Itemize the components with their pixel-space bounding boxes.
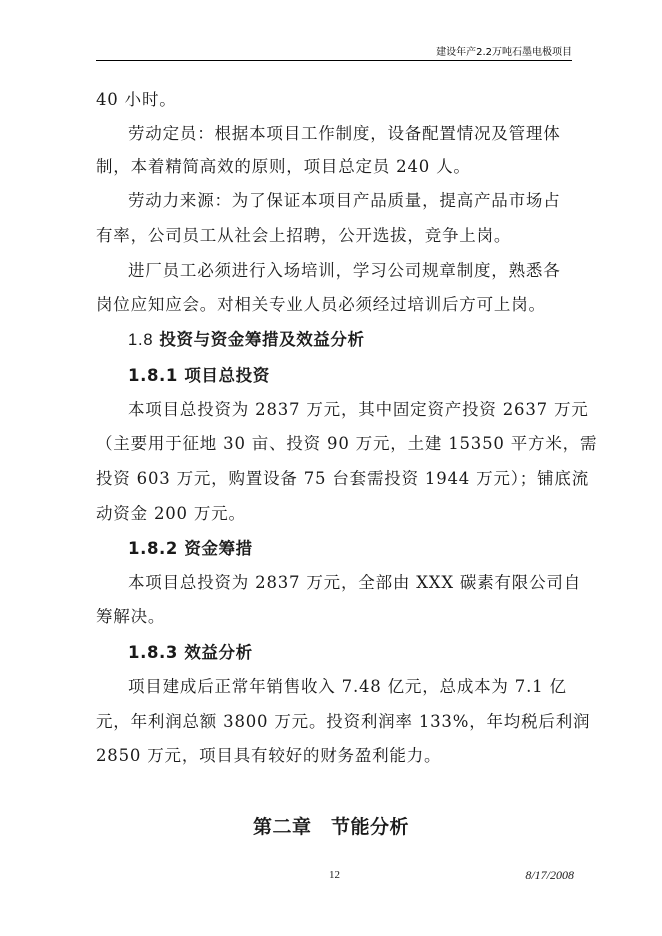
chapter-title: 第二章 节能分析 xyxy=(252,816,409,838)
body-line: 劳动力来源：为了保证本项目产品质量，提高产品市场占 xyxy=(128,191,561,210)
section-heading-1-8 xyxy=(128,328,365,352)
body-line: 进厂员工必须进行入场培训，学习公司规章制度，熟悉各 xyxy=(128,261,561,280)
body-line: 劳动定员：根据本项目工作制度，设备配置情况及管理体 xyxy=(128,124,561,143)
section-heading-1-8-3: 1.8.3 效益分析 xyxy=(128,643,253,662)
body-line: （主要用于征地 30 亩、投资 90 万元，土建 15350 平方米，需 xyxy=(96,434,598,453)
body-line: 2850 万元，项目具有较好的财务盈利能力。 xyxy=(96,746,442,765)
header-title: 建设年产2.2万吨石墨电极项目 xyxy=(436,47,572,58)
body-line: 本项目总投资为 2837 万元，其中固定资产投资 2637 万元 xyxy=(128,400,589,419)
body-line: 岗位应知应会。对相关专业人员必须经过培训后方可上岗。 xyxy=(96,295,546,314)
body-line: 项目建成后正常年销售收入 7.48 亿元，总成本为 7.1 亿 xyxy=(128,677,567,696)
body-line: 投资 603 万元，购置设备 75 台套需投资 1944 万元）；铺底流 xyxy=(96,469,589,488)
section-heading-1-8-1: 1.8.1 项目总投资 xyxy=(128,366,270,385)
body-line: 本项目总投资为 2837 万元，全部由 XXX 碳素有限公司自 xyxy=(128,573,582,592)
section-title: 投资与资金筹措及效益分析 xyxy=(159,330,365,349)
section-heading-1-8-2: 1.8.2 资金筹措 xyxy=(128,539,253,558)
page-date: 8/17/2008 xyxy=(525,868,574,882)
body-line: 有率，公司员工从社会上招聘，公开选拔，竞争上岗。 xyxy=(96,226,512,245)
section-number: 1.8 xyxy=(128,331,154,349)
body-line: 动资金 200 万元。 xyxy=(96,504,246,523)
page-header xyxy=(96,46,572,61)
body-line: 40 小时。 xyxy=(96,90,177,109)
page-number: 12 xyxy=(329,869,340,881)
body-line: 制，本着精简高效的原则，项目总定员 240 人。 xyxy=(96,157,471,176)
body-line: 筹解决。 xyxy=(96,607,166,626)
body-line: 元，年利润总额 3800 万元。投资利润率 133%，年均税后利润 xyxy=(96,712,591,731)
